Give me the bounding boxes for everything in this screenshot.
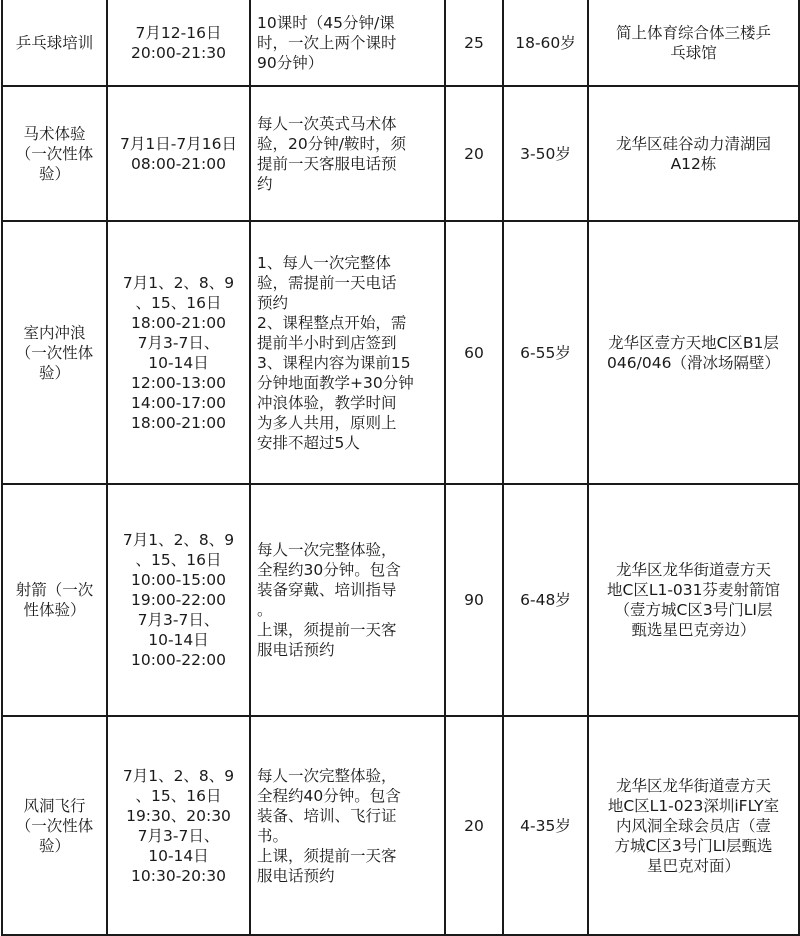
- activity-name-cell-line: 乒乓球培训: [15, 33, 94, 52]
- time-cell-line: 10-14日: [148, 631, 209, 649]
- description-cell-line: 2、课程整点开始，需: [257, 313, 407, 332]
- activity-name-cell: [2, 484, 107, 716]
- table-row: [2, 0, 799, 86]
- time-cell-line: 10-14日: [148, 353, 209, 372]
- time-cell: [107, 221, 250, 484]
- description-cell-line: 提前半小时到店签到: [257, 333, 397, 352]
- time-cell-line: 7月1日-7月16日: [120, 134, 237, 153]
- description-cell-line: 服电话预约: [257, 641, 335, 659]
- age-range-cell: [503, 716, 588, 935]
- description-cell: [250, 716, 445, 935]
- activity-name-cell-line: 马术体验: [23, 124, 86, 143]
- price-cell-value: 20: [464, 144, 484, 163]
- activity-name-cell: [2, 0, 107, 86]
- time-cell-line: 7月1、2、8、9: [122, 766, 235, 785]
- location-cell-line: 内风洞全球会员店（壹: [615, 816, 771, 835]
- price-cell: [445, 716, 503, 935]
- description-cell-line: 装备穿戴、培训指导: [257, 581, 397, 599]
- time-cell-line: 14:00-17:00: [131, 393, 226, 412]
- time-cell-line: 、15、16日: [135, 293, 222, 312]
- time-cell-line: 10-14日: [148, 846, 209, 865]
- description-cell-line: 全程约30分钟。包含: [257, 561, 401, 579]
- description-cell-line: 每人一次完整体验，: [257, 541, 397, 559]
- description-cell-line: 1、每人一次完整体: [257, 253, 391, 272]
- age-range-cell: [503, 484, 588, 716]
- activity-name-cell-line: （一次性体: [15, 343, 94, 362]
- schedule-table: [1, 0, 800, 936]
- location-cell-line: 方城C区3号门LI层甄选: [614, 836, 773, 855]
- time-cell: [107, 484, 250, 716]
- time-cell-line: 7月3-7日、: [137, 333, 220, 352]
- description-cell-line: 约: [257, 174, 273, 193]
- location-cell-line: 乓球馆: [670, 43, 717, 62]
- description-cell-line: 3、课程内容为课前15: [257, 353, 411, 372]
- price-cell: [445, 86, 503, 221]
- location-cell: [588, 484, 799, 716]
- location-cell: [588, 86, 799, 221]
- price-cell: [445, 0, 503, 86]
- description-cell-line: 上课，须提前一天客: [257, 846, 397, 865]
- description-cell-line: 每人一次完整体验，: [257, 766, 397, 785]
- location-cell-line: （壹方城C区3号门LI层: [614, 601, 773, 619]
- time-cell-line: 、15、16日: [135, 786, 222, 805]
- location-cell: [588, 0, 799, 86]
- location-cell-line: 地C区L1-023深圳iFLY室: [607, 796, 780, 815]
- time-cell: [107, 0, 250, 86]
- location-cell-line: 简上体育综合体三楼乒: [615, 23, 771, 42]
- time-cell: [107, 716, 250, 935]
- description-cell-line: 冲浪体验，教学时间: [257, 393, 397, 412]
- location-cell-line: 龙华区龙华街道壹方天: [615, 776, 771, 795]
- location-cell-line: 龙华区硅谷动力清湖园: [615, 134, 771, 153]
- time-cell-line: 7月3-7日、: [137, 826, 220, 845]
- location-cell-line: 甄选星巴克旁边）: [631, 621, 756, 639]
- activity-name-cell-line: 室内冲浪: [23, 323, 86, 342]
- time-cell-line: 18:00-21:00: [131, 413, 226, 432]
- location-cell-line: 龙华区龙华街道壹方天: [615, 561, 771, 579]
- location-cell-line: 龙华区壹方天地C区B1层: [608, 333, 779, 352]
- description-cell-line: 服电话预约: [257, 866, 335, 885]
- description-cell-line: 时，一次上两个课时: [257, 33, 397, 52]
- price-cell-value: 60: [464, 343, 484, 362]
- table-body: [2, 0, 799, 935]
- age-range-cell-value: 3-50岁: [520, 144, 571, 163]
- activity-name-cell: [2, 86, 107, 221]
- description-cell-line: 全程约40分钟。包含: [257, 786, 401, 805]
- time-cell-line: 18:00-21:00: [131, 313, 226, 332]
- description-cell-line: 为多人共用，原则上: [257, 413, 397, 432]
- activity-name-cell-line: （一次性体: [15, 144, 94, 163]
- location-cell: [588, 221, 799, 484]
- age-range-cell: [503, 221, 588, 484]
- activity-name-cell-line: 验）: [38, 836, 70, 855]
- time-cell: [107, 86, 250, 221]
- activity-name-cell: [2, 221, 107, 484]
- table-row: [2, 221, 799, 484]
- table-row: [2, 484, 799, 716]
- time-cell-line: 20:00-21:30: [131, 43, 226, 62]
- location-cell-line: 星巴克对面）: [646, 856, 740, 875]
- description-cell: [250, 86, 445, 221]
- table-row: [2, 86, 799, 221]
- description-cell: [250, 221, 445, 484]
- age-range-cell-value: 18-60岁: [515, 33, 576, 52]
- age-range-cell: [503, 0, 588, 86]
- description-cell-line: 装备、培训、飞行证: [257, 806, 397, 825]
- description-cell-line: 预约: [257, 293, 289, 312]
- description-cell-line: 验，20分钟/鞍时，须: [257, 134, 406, 153]
- time-cell-line: 12:00-13:00: [131, 373, 226, 392]
- age-range-cell-value: 4-35岁: [520, 816, 571, 835]
- time-cell-line: 10:00-15:00: [131, 571, 226, 589]
- price-cell: [445, 221, 503, 484]
- activity-name-cell: [2, 716, 107, 935]
- location-cell-line: 046/046（滑冰场隔壁）: [607, 353, 780, 372]
- price-cell: [445, 484, 503, 716]
- time-cell-line: 7月3-7日、: [137, 611, 220, 629]
- activity-name-cell-line: 风洞飞行: [23, 796, 86, 815]
- age-range-cell-value: 6-55岁: [520, 343, 571, 362]
- price-cell-value: 25: [464, 33, 484, 52]
- time-cell-line: 19:30、20:30: [126, 806, 231, 825]
- activity-name-cell-line: （一次性体: [15, 816, 94, 835]
- description-cell: [250, 0, 445, 86]
- description-cell-line: 分钟地面教学+30分钟: [257, 373, 414, 392]
- price-cell-value: 20: [464, 816, 484, 835]
- time-cell-line: 10:30-20:30: [131, 866, 226, 885]
- time-cell-line: 19:00-22:00: [131, 591, 226, 609]
- activity-name-cell-line: 验）: [38, 164, 70, 183]
- description-cell-line: 10课时（45分钟/课: [257, 13, 395, 32]
- description-cell-line: 书。: [257, 826, 289, 845]
- description-cell-line: 。: [257, 601, 273, 619]
- description-cell-line: 上课，须提前一天客: [257, 621, 397, 639]
- description-cell-line: 验，需提前一天电话: [257, 273, 397, 292]
- age-range-cell-value: 6-48岁: [520, 591, 571, 609]
- activity-name-cell-line: 性体验）: [23, 601, 86, 619]
- time-cell-line: 7月1、2、8、9: [122, 531, 235, 549]
- location-cell-line: A12栋: [670, 154, 717, 173]
- activity-name-cell-line: 验）: [38, 363, 70, 382]
- location-cell-line: 地C区L1-031芬麦射箭馆: [607, 581, 780, 599]
- table-row: [2, 716, 799, 935]
- time-cell-line: 10:00-22:00: [131, 651, 226, 669]
- description-cell: [250, 484, 445, 716]
- price-cell-value: 90: [464, 591, 484, 609]
- description-cell-line: 90分钟）: [257, 53, 324, 72]
- time-cell-line: 08:00-21:00: [131, 154, 226, 173]
- activity-name-cell-line: 射箭（一次: [15, 581, 94, 599]
- time-cell-line: 、15、16日: [135, 551, 222, 569]
- age-range-cell: [503, 86, 588, 221]
- description-cell-line: 安排不超过5人: [257, 433, 360, 452]
- description-cell-line: 提前一天客服电话预: [257, 154, 397, 173]
- description-cell-line: 每人一次英式马术体: [257, 114, 397, 133]
- time-cell-line: 7月1、2、8、9: [122, 273, 235, 292]
- location-cell: [588, 716, 799, 935]
- time-cell-line: 7月12-16日: [135, 23, 222, 42]
